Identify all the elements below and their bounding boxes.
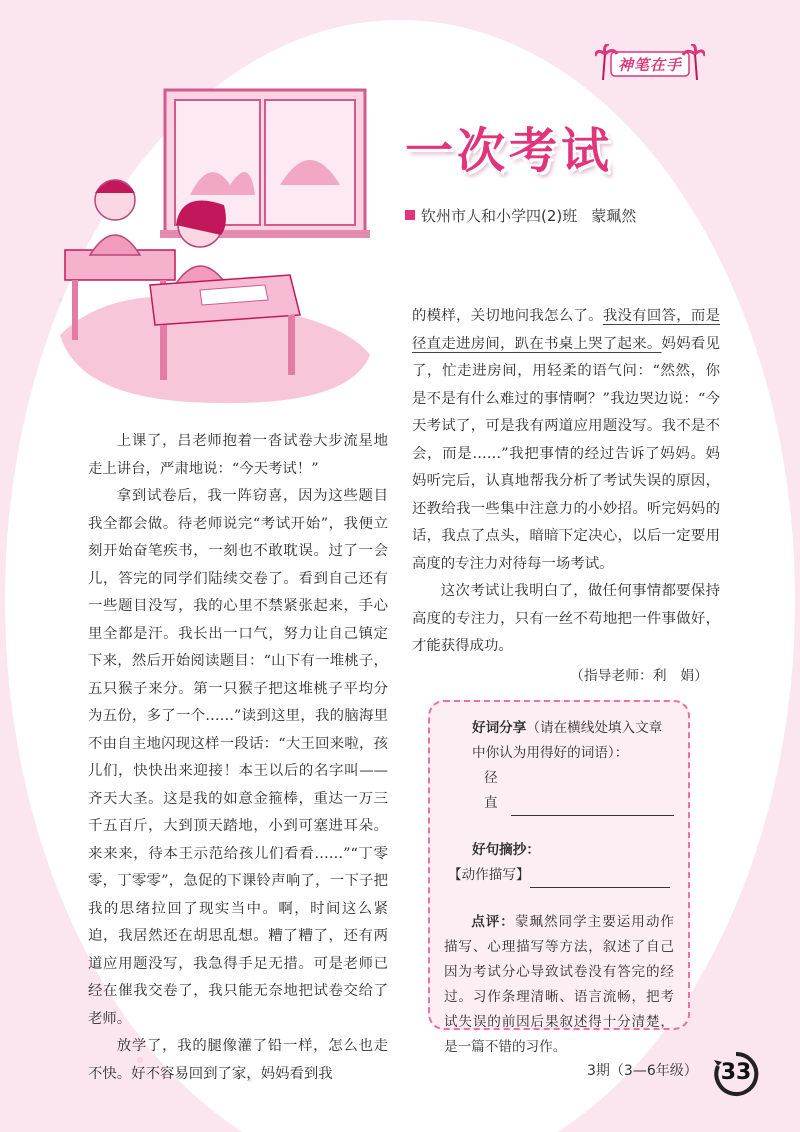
teacher-note: （指导老师：利 娟） — [570, 667, 708, 684]
comment-text: 蒙珮然同学主要运用动作描写、心理描写等方法，叙述了自己因为考试分心导致试卷没有答完的经过。习作条理清晰、语言流畅，把考试失误的前因后果叙述得十分清楚，是一篇不错的习作。 — [444, 914, 675, 1055]
good-sentence-tag: 【动作描写】 — [448, 867, 530, 883]
byline-school: 钦州市人和小学四(2)班 — [421, 207, 578, 225]
comment — [444, 910, 674, 1060]
boy-icon — [90, 180, 140, 255]
good-words-heading: 好词分享 — [472, 720, 527, 736]
paragraph: 这次考试让我明白了，做任何事情都要保持高度的专注力，只有一丝不苟地把一件事做好，才能获得成功。 — [412, 583, 720, 654]
good-word-1: 径直 — [484, 770, 498, 811]
comment-heading: 点评： — [471, 914, 515, 930]
section-banner — [595, 44, 705, 82]
good-words-instruction: （请在横线处填入文章中你认为用得好的词语）： — [472, 720, 663, 761]
article-title: 一次考试 — [405, 123, 614, 179]
issue-label: 3期（3—6年级） — [587, 1063, 698, 1079]
underlined-sentence: 我没有回答，而是径直走进房间，趴在书桌上哭了起来。 — [412, 308, 720, 352]
paragraph: 拿到试卷后，我一阵窃喜，因为这些题目我全都会做。待老师说完“考试开始”，我便立刻开始奋笔疾书，一刻也不敢耽误。过了一会儿，答完的同学们陆续交卷了。看到自己还有一些题目没写，我的心里不禁紧张起来，手心里全都是汗。我长出一口气，努力让自己镇定下来，然后开始阅读题目：“山下有一堆桃子，五只猴子来分。第一只猴子把这堆桃子平均分为五份，多了一个……”读到这里，我的脑海里不由自主地闪现这样一段话：“大王回来啦，孩儿们，快快出来迎接！本王以后的名字叫——齐天大圣。这是我的如意金箍棒，重达一万三千五百斤，大到顶天踏地，小到可塞进耳朵。来来来，待本王示范给孩儿们看看……”“丁零零，丁零零”，急促的下课铃声响了，一下子把我的思绪拉回了现实当中。啊，时间这么紧迫，我居然还在胡思乱想。糟了糟了，还有两道应用题没写，我急得手足无措。可是老师已经在催我交卷了，我只能无奈地把试卷交给了老师。 — [88, 488, 388, 1027]
review-box — [428, 700, 690, 1055]
bullet-square-icon — [405, 210, 415, 220]
good-word-line — [444, 766, 674, 816]
paragraph: 放学了，我的腿像灌了铅一样，怎么也走不快。好不容易回到了家，妈妈看到我 — [88, 1038, 388, 1082]
paragraph: 上课了，吕老师抱着一沓试卷大步流星地走上讲台，严肃地说：“今天考试！” — [88, 433, 388, 477]
page-number-badge — [712, 1050, 760, 1098]
good-sentence-line — [444, 863, 674, 888]
banner-label: 神笔在手 — [617, 56, 682, 74]
paragraph-continued — [412, 303, 720, 578]
text-run: 妈妈看见了，忙走进房间，用轻柔的语气问：“然然，你是不是有什么难过的事情啊？”我边哭边说：“今天考试了，可是我有两道应用题没写。我不是不会，而是……”我把事情的经过告诉了妈妈。妈妈听完后，认真地帮我分析了考试失误的原因，还教给我一些集中注意力的小妙招。听完妈妈的话，我点了点头，暗暗下定决心，以后一定要用高度的专注力对待每一场考试。 — [412, 335, 720, 572]
girl-icon — [172, 201, 230, 291]
byline-author: 蒙珮然 — [591, 207, 637, 225]
page-number: 33 — [720, 1060, 752, 1085]
byline — [405, 205, 636, 226]
good-sentences-row — [444, 838, 674, 863]
article-left-column — [88, 428, 388, 1088]
good-sentences-heading: 好句摘抄： — [472, 842, 540, 858]
article-right-column — [412, 303, 720, 690]
fill-blank[interactable] — [530, 869, 670, 888]
good-words-row — [444, 716, 674, 766]
text-run: 的模样，关切地问我怎么了。 — [412, 308, 603, 324]
fill-blank[interactable] — [511, 797, 674, 816]
classroom-illustration — [50, 85, 380, 405]
